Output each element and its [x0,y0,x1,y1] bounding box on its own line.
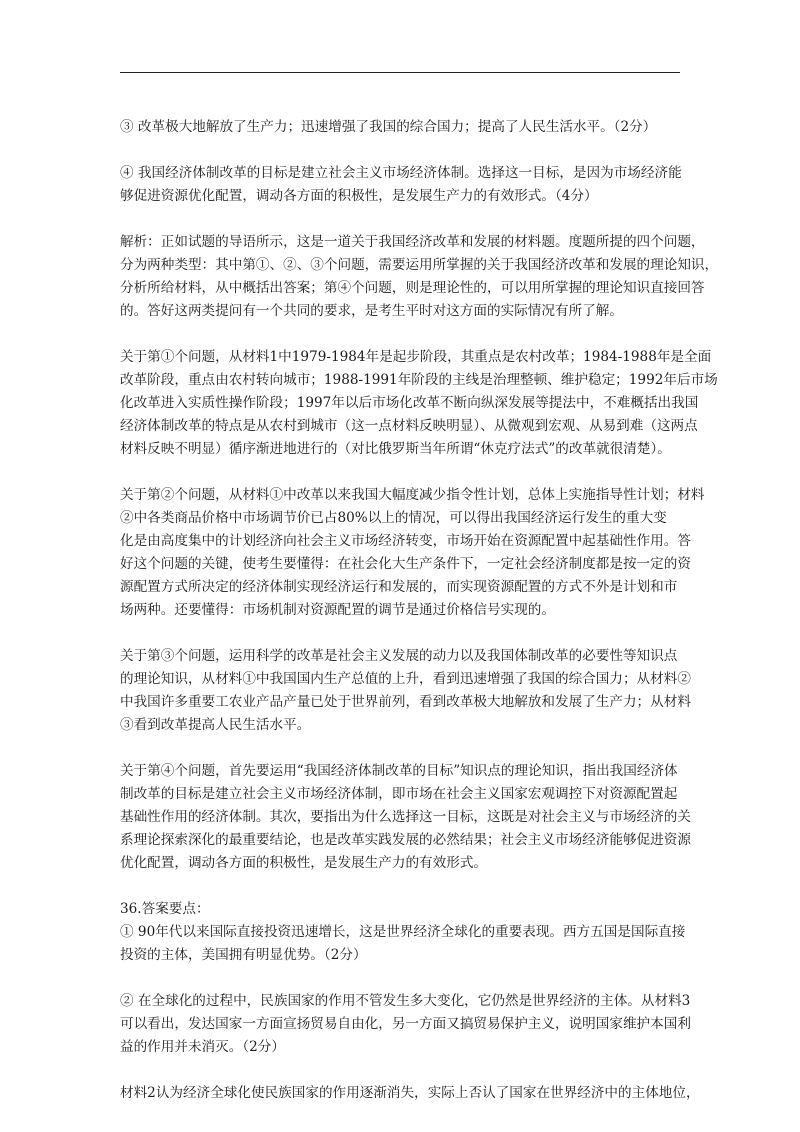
text-line: 分析所给材料，从中概括出答案；第④个问题，则是理论性的，可以用所掌握的理论知识直接回答 [120,280,705,296]
text-line: ④ 我国经济体制改革的目标是建立社会主义市场经济体制。选择这一目标，是因为市场经济能 [120,165,682,181]
text-line: 36.答案要点： [120,901,210,917]
header-rule [120,72,680,73]
text-line: 关于第①个问题，从材料1中1979-1984年是起步阶段，其重点是农村改革；1984-1988年是全面 [120,349,712,365]
document-body [120,116,719,1128]
paragraph-p3 [120,231,719,323]
text-line: ②中各类商品价格中市场调节价已占80%以上的情况，可以得出我国经济运行发生的重大变 [120,510,667,526]
text-line: 中我国许多重要工农业产品产量已处于世界前列，看到改革极大地解放和发展了生产力；从材料 [120,694,691,710]
paragraph-p11 [120,1082,700,1105]
text-line: 基础性作用的经济体制。其次，要指出为什么选择这一目标，这既是对社会主义与市场经济的关 [120,809,691,825]
paragraph-p1 [120,116,686,139]
paragraph-p5 [120,484,705,622]
text-line: 优化配置，调动各方面的积极性，是发展生产力的有效形式。 [120,855,488,871]
text-line: 材料反映不明显）循序渐进地进行的（对比俄罗斯当年所谓“休克疗法式”的改革就很清楚）。 [120,441,671,457]
text-line: 系理论探索深化的最重要结论，也是改革实践发展的必然结果；社会主义市场经济能够促进资源 [120,832,691,848]
text-line: 可以看出，发达国家一方面宣扬贸易自由化，另一方面又搞贸易保护主义，说明国家维护本国利 [120,1016,691,1032]
text-line: 关于第③个问题，运用科学的改革是社会主义发展的动力以及我国体制改革的必要性等知识点 [120,648,678,664]
text-line: 好这个问题的关键，使考生要懂得：在社会化大生产条件下，一定社会经济制度都是按一定的资 [120,556,691,572]
text-line: 的。答好这两类提问有一个共同的要求，是考生平时对这方面的实际情况有所了解。 [120,303,623,319]
paragraph-p10 [120,990,691,1059]
text-line: ② 在全球化的过程中，民族国家的作用不管发生多大变化，它仍然是世界经济的主体。从材料3 [120,993,691,1009]
text-line: ① 90年代以来国际直接投资迅速增长，这是世界经济全球化的重要表现。西方五国是国际直接 [120,924,686,940]
paragraph-p6 [120,645,691,737]
text-line: 材料2认为经济全球化使民族国家的作用逐渐消失，实际上否认了国家在世界经济中的主体地位， [120,1085,700,1101]
text-line: 够促进资源优化配置，调动各方面的积极性，是发展生产力的有效形式。（4分） [120,188,598,204]
paragraph-p9 [120,921,686,967]
paragraph-p2 [120,162,686,208]
text-line: 解析：正如试题的导语所示，这是一道关于我国经济改革和发展的材料题。度题所提的四个问题， [120,234,705,250]
text-line: ③ 改革极大地解放了生产力；迅速增强了我国的综合国力；提高了人民生活水平。（2分） [120,119,657,135]
paragraph-p4 [120,346,718,461]
text-line: 场两种。还要懂得：市场机制对资源配置的调节是通过价格信号实现的。 [120,602,555,618]
text-line: 投资的主体，美国拥有明显优势。（2分） [120,947,367,963]
text-line: 的理论知识，从材料①中我国国内生产总值的上升，看到迅速增强了我国的综合国力；从材料② [120,671,691,687]
text-line: 源配置方式所决定的经济体制实现经济运行和发展的，而实现资源配置的方式不外是计划和市 [120,579,678,595]
text-line: 关于第④个问题，首先要运用“我国经济体制改革的目标”知识点的理论知识，指出我国经济体 [120,763,678,779]
text-line: 益的作用并未消灭。（2分） [120,1039,285,1055]
text-line: 改革阶段，重点由农村转向城市；1988-1991年阶段的主线是治理整顿、维护稳定；1992年后市场 [120,372,718,388]
text-line: 关于第②个问题，从材料①中改革以来我国大幅度减少指令性计划，总体上实施指导性计划；材料 [120,487,705,503]
text-line: 制改革的目标是建立社会主义市场经济体制，即市场在社会主义国家宏观调控下对资源配置起 [120,786,678,802]
text-line: 分为两种类型：其中第①、②、③个问题，需要运用所掌握的关于我国经济改革和发展的理论知识， [120,257,719,273]
text-line: 经济体制改革的特点是从农村到城市（这一点材料反映明显）、从微观到宏观、从易到难（这两点 [120,418,698,434]
text-line: 化是由高度集中的计划经济向社会主义市场经济转变，市场开始在资源配置中起基础性作用。答 [120,533,691,549]
text-line: 化改革进入实质性操作阶段；1997年以后市场化改革不断向纵深发展等提法中，不难概括出我国 [120,395,699,411]
text-line: ③看到改革提高人民生活水平。 [120,717,311,733]
paragraph-p7 [120,760,691,875]
paragraph-p8 [120,898,686,921]
